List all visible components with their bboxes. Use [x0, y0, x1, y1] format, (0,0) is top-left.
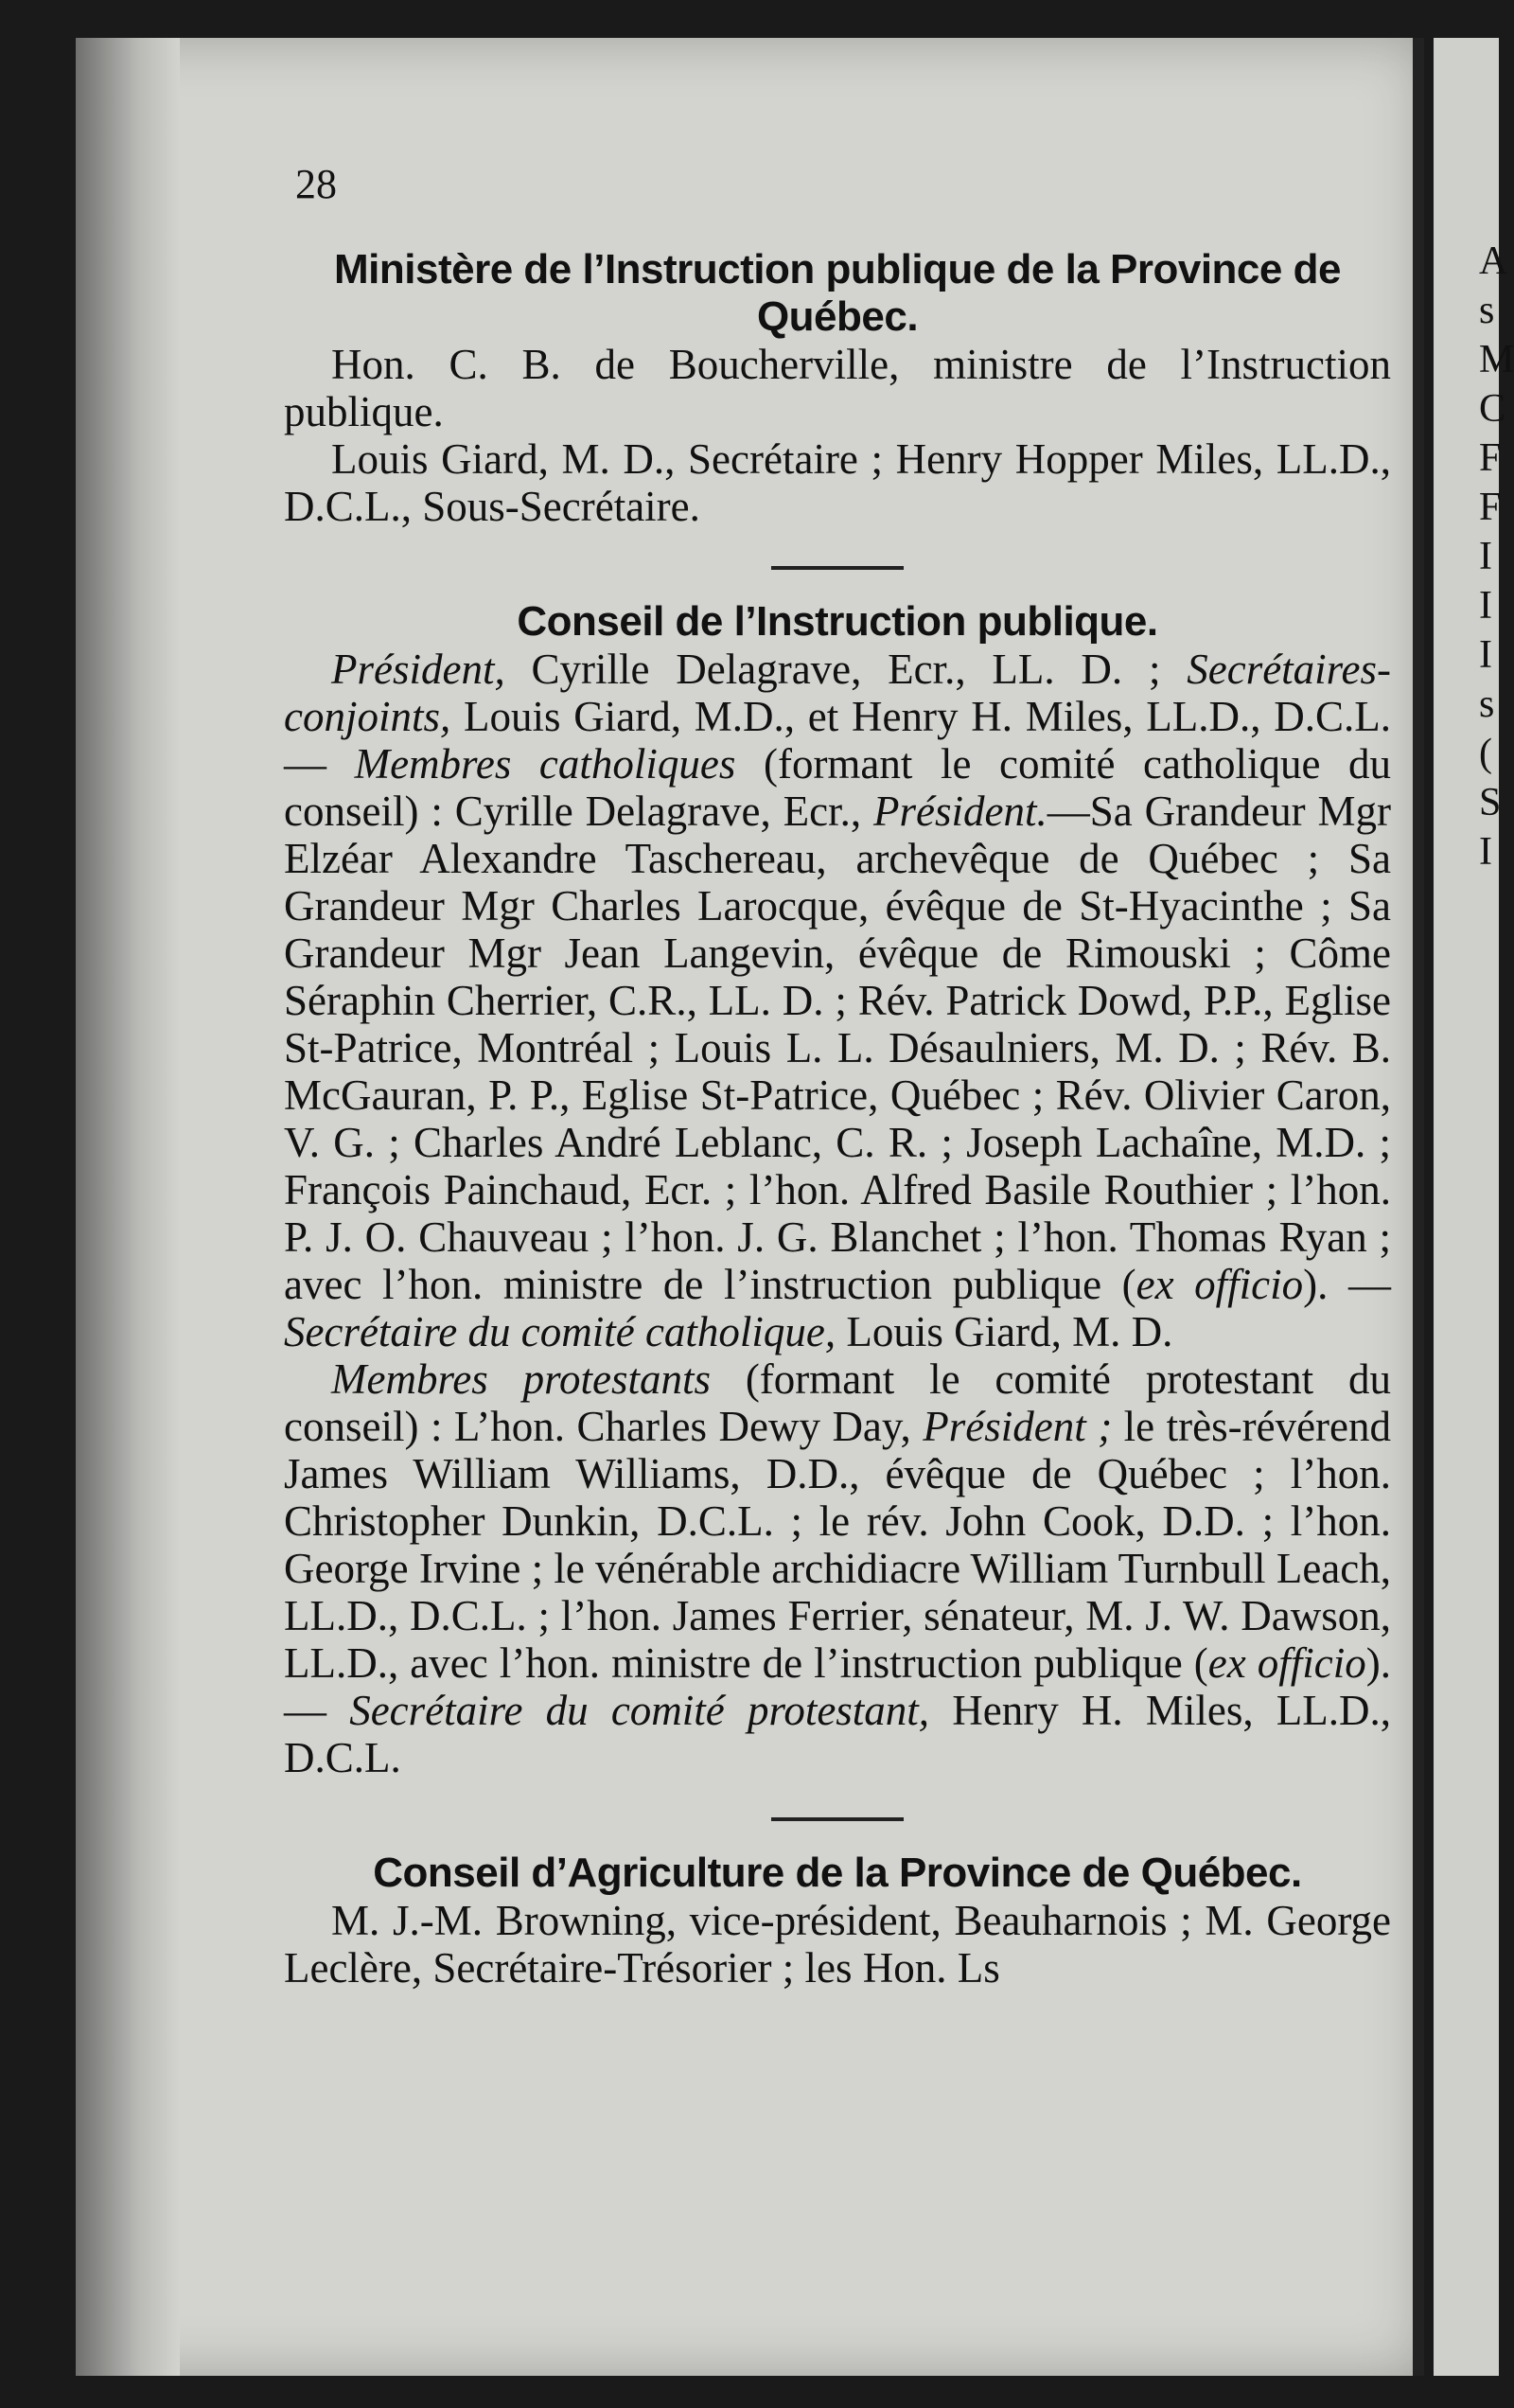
- paragraph: Hon. C. B. de Boucherville, ministre de l’Instruction publique.: [284, 341, 1391, 435]
- adjacent-page-letter: I: [1479, 535, 1492, 578]
- adjacent-page-letter: I: [1479, 633, 1492, 677]
- text-run: Louis Giard, M.D., et Henry H. Miles, LL.D., D.C.L.—: [284, 693, 1391, 788]
- adjacent-page-letter: I: [1479, 584, 1492, 628]
- text-run: Louis Giard, M. D.: [836, 1308, 1173, 1355]
- text-run: Cyrille Delagrave, Ecr., LL. D. ;: [504, 646, 1188, 693]
- adjacent-page-letter: F: [1479, 486, 1502, 529]
- text-run: Henry H. Miles, LL.D., D.C.L.: [284, 1687, 1391, 1781]
- paragraph: Louis Giard, M. D., Secrétaire ; Henry Hopper Miles, LL.D., D.C.L., Sous-Secrétaire.: [284, 435, 1391, 530]
- text-run: (formant le comité protestant du conseil) : L’hon. Charles Dewy Day,: [284, 1355, 1391, 1450]
- adjacent-page-letter: (: [1479, 732, 1492, 775]
- adjacent-page-letter: I: [1479, 830, 1492, 874]
- italic-text: Président.: [873, 788, 1047, 835]
- paragraph: M. J.-M. Browning, vice-président, Beauharnois ; M. George Leclère, Secrétaire-Trésorier ; les Hon. Ls: [284, 1897, 1391, 1992]
- italic-text: ex officio: [1136, 1261, 1304, 1308]
- text-run: —Sa Grandeur Mgr Elzéar Alexandre Taschereau, archevêque de Québec ; Sa Grandeur Mgr Charles Larocque, évêque de St-Hyacinthe ; Sa Grandeur Mgr Jean Langevin, évêque de Rimouski ; Côme Séraphin Cherrier, C.R., LL. D. ; Rév. Patrick Dowd, P.P., Eglise St-Patrice, Montréal ; Louis L. L. Désaulniers, M. D. ; Rév. B. McGauran, P. P., Eglise St-Patrice, Québec ; Rév. Olivier Caron, V. G. ; Charles André Leblanc, C. R. ; Joseph Lachaîne, M.D. ; François Painchaud, Ecr. ; l’hon. Alfred Basile Routhier ; l’hon. P. J. O. Chauveau ; l’hon. J. G. Blanchet ; l’hon. Thomas Ryan ; avec l’hon. ministre de l’instruction publique (: [284, 788, 1391, 1308]
- italic-text: ex officio: [1207, 1639, 1366, 1687]
- page-number: 28: [295, 161, 337, 207]
- section-heading-conseil-agriculture: Conseil d’Agriculture de la Province de Québec.: [373, 1850, 1302, 1896]
- book-page: [76, 38, 1424, 2376]
- adjacent-page-letter: F: [1479, 436, 1502, 480]
- italic-text: Secrétaire du comité catholique,: [284, 1308, 836, 1355]
- text-run: (formant le comité catholique du conseil) : Cyrille Delagrave, Ecr.,: [284, 740, 1392, 835]
- italic-text: Secrétaires-conjoints,: [284, 646, 1391, 740]
- adjacent-page-letter: s: [1479, 289, 1495, 332]
- adjacent-page-letter: S: [1479, 781, 1502, 824]
- page-gutter: [76, 38, 180, 2376]
- page-edge: [1413, 38, 1424, 2376]
- italic-text: Membres catholiques: [354, 740, 736, 788]
- text-run: le très-révérend James William Williams, D.D., évêque de Québec ; l’hon. Christopher Dunkin, D.C.L. ; le rév. John Cook, D.D. ; l’hon. George Irvine ; le vénérable archidiacre William Turnbull Leach, LL.D., D.C.L. ; l’hon. James Ferrier, sénateur, M. J. W. Dawson, LL.D., avec l’hon. ministre de l’instruction publique (: [284, 1403, 1391, 1687]
- paragraph-catholic-members: [284, 646, 1391, 1355]
- adjacent-page-edge: [1434, 38, 1514, 2376]
- italic-text: Président ;: [923, 1403, 1113, 1450]
- text-run: ).—: [284, 1639, 1391, 1734]
- adjacent-page-letter: M: [1479, 338, 1514, 381]
- italic-text: Membres protestants: [331, 1355, 711, 1403]
- paragraph-protestant-members: [284, 1355, 1391, 1781]
- section-heading-ministere: Ministère de l’Instruction publique de la Province de Québec.: [334, 246, 1341, 340]
- adjacent-page-letter: C: [1479, 387, 1506, 431]
- text-run: ). —: [1303, 1261, 1391, 1308]
- section-divider: [771, 1817, 904, 1821]
- section-divider: [771, 566, 904, 570]
- adjacent-page-letter: A: [1479, 239, 1508, 283]
- section-heading-conseil-instruction: Conseil de l’Instruction publique.: [517, 598, 1158, 645]
- italic-text: Secrétaire du comité protestant,: [349, 1687, 930, 1734]
- page-content: [284, 161, 1391, 1992]
- italic-text: Président,: [331, 646, 505, 693]
- adjacent-page-letter: s: [1479, 682, 1495, 726]
